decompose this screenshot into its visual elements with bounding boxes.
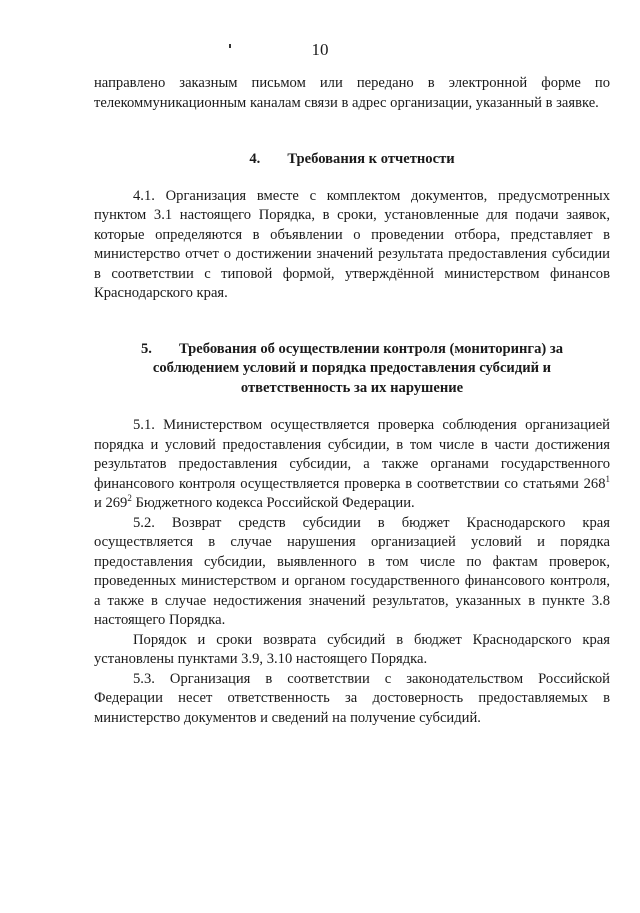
- document-body: [94, 74, 610, 728]
- section-5-title-line-3: ответственность за их нарушение: [240, 379, 464, 396]
- paragraph-5-2: 5.2. Возврат средств субсидии в бюджет Краснодарского края осуществляется в случае нарушения организацией условий и порядка предоставления субсидии, выявленного в том числе по фактам проверок, проведенных министерством и органом государственного финансового контроля, а также в случае недостижения значений результатов, указанных в пункте 3.8 настоящего Порядка.: [94, 514, 610, 628]
- section-5-number: 5.: [140, 340, 152, 357]
- scan-speck: [229, 44, 231, 48]
- paragraph-4-1: 4.1. Организация вместе с комплектом документов, предусмотренных пунктом 3.1 настоящего Порядка, в сроки, установленные для подачи заявок, которые определяются в объявлении о проведении отбора, представляет в министерство отчет о достижении значений результата предоставления субсидии в соответствии с типовой формой, утверждённой министерством финансов Краснодарского края.: [94, 187, 610, 301]
- section-4-number: 4.: [249, 151, 261, 167]
- page-number: 10: [311, 40, 329, 59]
- section-5-heading: [94, 340, 610, 399]
- intro-paragraph: направлено заказным письмом или передано в электронной форме по телекоммуникационным каналам связи в адрес организации, указанный в заявке.: [94, 75, 610, 111]
- paragraph-5-3: 5.3. Организация в соответствии с законодательством Российской Федерации несет ответственность за достоверность предоставляемых в министерство документов и сведений на получение субсидий.: [94, 670, 610, 726]
- footnote-sup-1: 1: [605, 473, 610, 484]
- section-4-heading: [94, 150, 610, 170]
- footnote-sup-2: 2: [127, 493, 132, 504]
- section-5-title-line-2: соблюдением условий и порядка предоставления субсидий и: [152, 360, 552, 376]
- section-4-title: Требования к отчетности: [287, 151, 455, 167]
- paragraph-5-1: 5.1. Министерством осуществляется проверка соблюдения организацией порядка и условий предоставления субсидии, в том числе в части достижения результатов предоставления субсидии, а также органами государственного финансового контроля осуществляется проверка в соответствии со статьями $268^1$ и $269^2$ Бюджетного кодекса Российской Федерации.: [94, 417, 610, 511]
- section-5-title-line-1: 5. Требования об осуществлении контроля (мониторинга) за: [94, 340, 610, 360]
- paragraph-5-2-return: Порядок и сроки возврата субсидий в бюджет Краснодарского края установлены пунктами 3.9, 3.10 настоящего Порядка.: [94, 631, 610, 667]
